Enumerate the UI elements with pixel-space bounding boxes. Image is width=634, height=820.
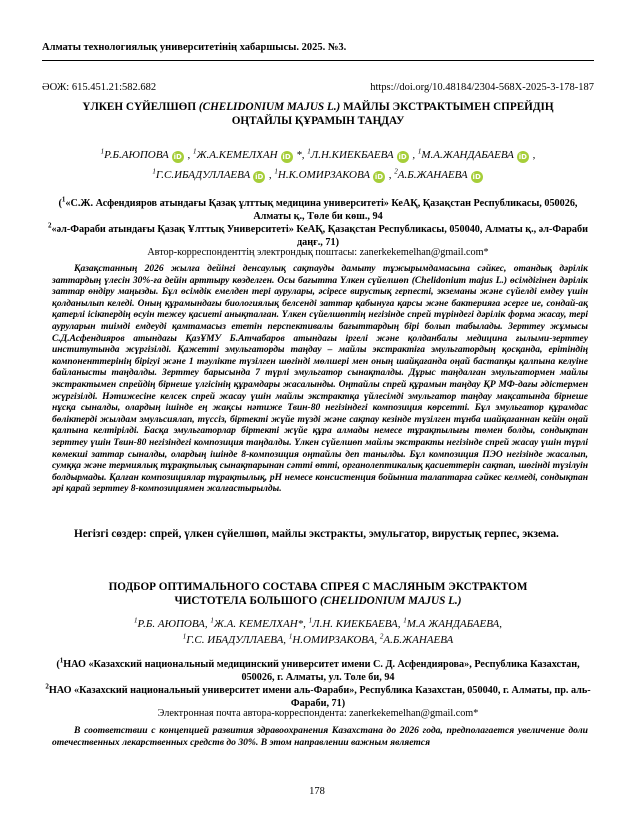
orcid-icon[interactable]: iD <box>472 173 481 181</box>
author-name: Л.Н.КИЕКБАЕВА <box>310 149 394 161</box>
aff-text: НАО «Казахский национальный университет имени аль-Фараби», Республика Казахстан, 050040, г. Алматы, пр. аль-Фараби, 71) <box>48 685 591 709</box>
aff-sup: 2 <box>48 221 52 230</box>
ru-affiliation-1: ($^1$НАО «Казахский национальный медицинский университет имени С. Д. Асфендиярова», Республика Казахстан, 050026, г. Алматы, ул. Толе би, 94 <box>56 656 580 683</box>
ru-title-part: ЧИСТОТЕЛА БОЛЬШОГО <box>174 595 321 607</box>
author-name: Ж.А.КЕМЕЛХАН <box>196 149 278 161</box>
kz-keywords: Негізгі сөздер: спрей, үлкен сүйелшөп, майлы экстракты, эмульгатор, вирустық герпес, экзема. <box>74 528 559 540</box>
orcid-icon[interactable]: iD <box>282 153 291 161</box>
orcid-icon[interactable]: iD <box>374 173 384 181</box>
author-sup: 1 <box>192 147 197 156</box>
kz-author <box>307 149 418 161</box>
kz-author <box>418 149 536 161</box>
orcid-icon[interactable]: iD <box>255 173 264 181</box>
ru-affiliations <box>42 658 594 710</box>
ru-author: М.А ЖАНДАБАЕВА, <box>406 618 502 630</box>
journal-header: Алматы технологиялық университетінің хабаршысы. 2025. №3. <box>42 42 347 53</box>
author-name: Р.Б.АЮПОВА <box>104 149 169 161</box>
author-separator: , <box>266 169 275 181</box>
author-name: М.А.ЖАНДАБАЕВА <box>421 149 514 161</box>
author-sup: 1 <box>307 147 311 156</box>
author-sup: 2 <box>379 632 384 641</box>
ru-author: Н.ОМИРЗАКОВА, <box>292 634 380 646</box>
aff-text: НАО «Казахский национальный медицинский университет имени С. Д. Асфендиярова», Республика Казахстан, 050026, г. Алматы, ул. Толе би, 94 <box>63 659 580 683</box>
orcid-icon[interactable]: iD <box>173 153 182 161</box>
author-separator: , <box>409 149 418 161</box>
author-sup: 1 <box>417 147 422 156</box>
author-sup: 2 <box>394 167 398 176</box>
ru-author: Л.Н. КИЕКБАЕВА, <box>312 618 404 630</box>
author-sup: 1 <box>274 167 278 176</box>
kz-affiliation-1: ($^1$«С.Ж. Асфендияров атындағы Қазақ ұлттық медицина университеті» КеАҚ, Қазақстан Республикасы, 050026, Алматы қ., Төле би көш., 94 <box>58 195 578 222</box>
header-rule <box>42 60 594 61</box>
author-sup: 1 <box>182 632 187 641</box>
author-name: Н.К.ОМИРЗАКОВА <box>277 169 370 181</box>
ru-authors-line1 <box>42 616 594 632</box>
author-separator: , <box>386 169 395 181</box>
doi-link[interactable]: https://doi.org/10.48184/2304-568X-2025-3-178-187 <box>370 82 594 93</box>
author-name: Г.С.ИБАДУЛЛАЕВА <box>155 169 251 181</box>
kz-authors-line2 <box>42 166 594 184</box>
author-sup: 1 <box>134 616 138 625</box>
author-separator: , <box>184 149 193 161</box>
kz-author <box>101 149 193 161</box>
ru-title-line1: ПОДБОР ОПТИМАЛЬНОГО СОСТАВА СПРЕЯ С МАСЛЯНЫМ ЭКСТРАКТОМ <box>108 581 528 593</box>
aff-text: «әл-Фараби атындағы Қазақ Ұлттық Университеті» КеАҚ, Қазақстан Республикасы, 050040, Алматы қ., әл-Фараби даңғ., 71) <box>51 224 588 248</box>
ru-authors <box>42 616 594 648</box>
page-number: 178 <box>309 786 325 797</box>
kz-title-part: ҮЛКЕН СҮЙЕЛШӨП <box>82 101 199 113</box>
ru-author: Г.С. ИБАДУЛЛАЕВА, <box>186 634 289 646</box>
article-codes <box>42 82 594 93</box>
ru-author: Ж.А. КЕМЕЛХАН*, <box>213 618 309 630</box>
kz-email: Автор-корреспонденттің электрондық поштасы: zanerkekemelhan@gmail.com* <box>147 247 489 258</box>
author-sup: 1 <box>152 167 156 176</box>
kz-author <box>394 169 483 181</box>
author-sup: 1 <box>210 616 214 625</box>
ru-abstract: В соответствии с концепцией развития здравоохранения Казахстана до 2026 года, предполагается увеличение доли отечественных лекарственных средств до 30%. В этом направлении важным является <box>52 725 588 748</box>
author-name: А.Б.ЖАНАЕВА <box>397 169 468 181</box>
author-separator: , <box>529 149 536 161</box>
ru-authors-line2 <box>42 632 594 648</box>
kz-affiliations <box>42 197 594 249</box>
orcid-icon[interactable]: iD <box>518 153 527 161</box>
aff-sup: 2 <box>45 682 49 691</box>
author-sup: 1 <box>288 632 293 641</box>
kz-authors-line1 <box>42 146 594 164</box>
ru-author: А.Б.ЖАНАЕВА <box>383 634 454 646</box>
ru-author: Р.Б. АЮПОВА, <box>137 618 211 630</box>
orcid-icon[interactable]: iD <box>398 153 407 161</box>
kz-author <box>274 169 394 181</box>
ru-title-latin: (CHELIDONIUM MAJUS L.) <box>320 595 462 607</box>
aff-sup: 1 <box>61 195 66 204</box>
ru-email: Электронная почта автора-корреспондента: zanerkekemelhan@gmail.com* <box>157 708 479 719</box>
aff-sup: 1 <box>59 656 64 665</box>
kz-title-line2: ОҢТАЙЛЫ ҚҰРАМЫН ТАҢДАУ <box>231 115 405 127</box>
ru-title <box>42 580 594 608</box>
kz-authors <box>42 146 594 184</box>
author-sup: 1 <box>100 147 105 156</box>
kz-abstract: Қазақстанның 2026 жылға дейінгі денсаулық сақтауды дамыту тұжырымдамасына сәйкес, отандық дәрілік заттардың үлесін 30%-ға дейін арттыру көзделген. Осы бағытта Үлкен сүйелшөп (Chelidonium majus L.) өсімдігінен дәрілік заттар өндіру маңызды. Бұл өсімдік емелден тері аурулары, әсіресе вирустық герпесті, экземаны және сүйелді емдеу үшін қолданылып келеді. Оның құрамындағы биологиялық белсенді заттар қабынуға қарсы және бактерияға әсерге ие, сондай-ақ қатерлі ісіктердің өсуін тежеу қасиеті анықталған. Үлкен сүйелшөптің негізінде спрей түріндегі дәрілік форма жасау, тері ауруларын тиімді емдеуді қамтамасыз ететін перспективалы бағыттардың бірі болып табылады. Зерттеу жұмысы С.Д.Асфендияров атындағы ҚазҰМУ Б.Атчабаров атындағы іргелі және қолданбалы медицина ғылыми-зерттеу институтында жүргізілді. Қажетті эмульгаторды таңдау – майлы экстрактіға эмульгатордың қосқанда, ерітіндің компоненттерінің бірігуі және 1 тәулікте түзілген шөгінді мөлшері мен оның шайқағанда оңай бастапқы қалпына келуіне байланысты таңдалды. Зерттеу барысында 7 түрлі эмульгатор сынақталды. Дұрыс таңдалған эмульгатормен майлы экстрактымен спрейдің бірнеше үлгісінің құрамдары жасалынды. Оңтайлы спрей құрамын таңдау ҚР МФ-дағы әдістермен жүргізілді. Нәтижесіне келсек спрей жасау үшін майлы экстрактқа үйлесімді эмульгатор таңдау мақсатында бірнеше нұсқа сыналды, олардың ішінде ең жақсы нәтиже Твин-80 негізіндегі композиция көрсетті. Бұл эмульгатор құрамдас бөліктерді жылдам эмульсиялап, түссіз, біртекті жүйе түзді және сақтау кезінде түзілген тұнба шайқағаннан кейін оңай қалпына келтірілді. Басқа эмульгаторлар біртекті жүйе құра алмады немесе тұрақтылығы төмен болды, сондықтан зерттеу үшін Твин-80 негізіндегі композиция таңдалды. Үлкен сүйелшөп майлы экстракты негізінде спрей жасау үшін түрлі көмекші заттар сыналды, олардың ішінде 8-композиция оңтайлы деп танылды. Бұл композиция ПЭО негізінде жасалып, сумққа және термиялық тұрақтылық сынақтарынан сәтті өтті, органолептикалық қасиеттерін сақтап, шөгінді түзілуін болдырмады. Қалған композициялар тұрақтылық, pH немесе консистенция бойынша талаптарға сәйкес келмеді, сондықтан әрі қарай зерттеу 8-композициямен жалғастырылды. <box>52 264 588 495</box>
kz-title <box>42 100 594 128</box>
author-separator: *, <box>293 149 308 161</box>
author-sup: 1 <box>403 616 407 625</box>
kz-title-part: МАЙЛЫ ЭКСТРАКТЫМЕН СПРЕЙДІҢ <box>340 101 554 113</box>
udk-code: ӘОЖ: 615.451.21:582.682 <box>42 82 157 93</box>
kz-author <box>152 169 274 181</box>
author-sup: 1 <box>308 616 313 625</box>
kz-title-latin: (CHELIDONIUM MAJUS L.) <box>198 101 341 113</box>
kz-author <box>193 149 307 161</box>
aff-text: «С.Ж. Асфендияров атындағы Қазақ ұлттық медицина университеті» КеАҚ, Қазақстан Республикасы, 050026, Алматы қ., Төле би көш., 94 <box>65 198 578 222</box>
